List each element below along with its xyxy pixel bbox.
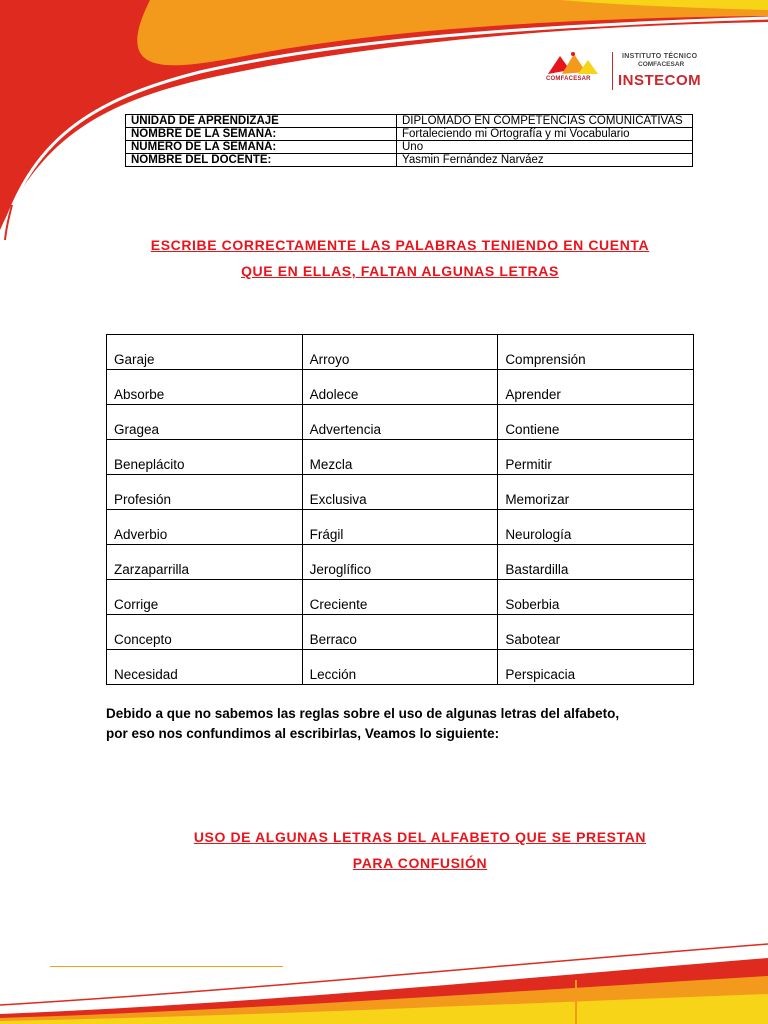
info-label: NOMBRE DEL DOCENTE: bbox=[126, 154, 397, 167]
info-value: Yasmin Fernández Narváez bbox=[397, 154, 693, 167]
comfacesar-logo-mark bbox=[540, 50, 606, 92]
word-cell: Comprensión bbox=[498, 335, 694, 370]
info-label: NOMBRE DE LA SEMANA: bbox=[126, 128, 397, 141]
info-value: DIPLOMADO EN COMPETENCIAS COMUNICATIVAS bbox=[397, 115, 693, 128]
logo-line2: COMFACESAR bbox=[638, 61, 685, 68]
info-row bbox=[126, 128, 693, 141]
word-cell: Neurología bbox=[498, 510, 694, 545]
paragraph-line2: por eso nos confundimos al escribirlas, Veamos lo siguiente: bbox=[106, 726, 500, 741]
info-row bbox=[126, 141, 693, 154]
words-table bbox=[106, 334, 694, 685]
word-cell: Frágil bbox=[302, 510, 498, 545]
word-cell: Absorbe bbox=[107, 370, 303, 405]
instecom-logo bbox=[540, 50, 725, 92]
word-cell: Gragea bbox=[107, 405, 303, 440]
exercise-heading-line2: QUE EN ELLAS, FALTAN ALGUNAS LETRAS bbox=[241, 263, 559, 279]
word-cell: Mezcla bbox=[302, 440, 498, 475]
word-cell: Advertencia bbox=[302, 405, 498, 440]
word-cell: Permitir bbox=[498, 440, 694, 475]
exercise-heading bbox=[60, 232, 740, 284]
word-cell: Concepto bbox=[107, 615, 303, 650]
explanation-paragraph bbox=[106, 704, 706, 744]
bottom-orange-mark bbox=[575, 980, 577, 1024]
word-cell: Adverbio bbox=[107, 510, 303, 545]
logo-brand-small: COMFACESAR bbox=[546, 76, 591, 82]
word-row bbox=[107, 615, 694, 650]
word-row bbox=[107, 475, 694, 510]
exercise-heading-line1: ESCRIBE CORRECTAMENTE LAS PALABRAS TENIENDO EN CUENTA bbox=[150, 237, 650, 253]
footer-line bbox=[50, 966, 283, 967]
section-heading-line1: USO DE ALGUNAS LETRAS DEL ALFABETO QUE SE PRESTAN bbox=[193, 829, 647, 845]
word-row bbox=[107, 650, 694, 685]
word-cell: Garaje bbox=[107, 335, 303, 370]
word-cell: Exclusiva bbox=[302, 475, 498, 510]
word-cell: Creciente bbox=[302, 580, 498, 615]
info-row bbox=[126, 115, 693, 128]
info-table bbox=[125, 114, 693, 167]
logo-instecom: INSTECOM bbox=[618, 72, 702, 89]
word-row bbox=[107, 545, 694, 580]
info-label: NUMERO DE LA SEMANA: bbox=[126, 141, 397, 154]
logo-separator bbox=[612, 52, 613, 90]
word-row bbox=[107, 580, 694, 615]
word-cell: Beneplácito bbox=[107, 440, 303, 475]
section-heading-line2: PARA CONFUSIÓN bbox=[352, 855, 488, 871]
word-cell: Jeroglífico bbox=[302, 545, 498, 580]
word-cell: Adolece bbox=[302, 370, 498, 405]
word-cell: Berraco bbox=[302, 615, 498, 650]
word-row bbox=[107, 405, 694, 440]
word-row bbox=[107, 510, 694, 545]
word-row bbox=[107, 370, 694, 405]
logo-line1: INSTITUTO TÉCNICO bbox=[622, 53, 698, 60]
info-label: UNIDAD DE APRENDIZAJE bbox=[126, 115, 397, 128]
word-cell: Aprender bbox=[498, 370, 694, 405]
word-row bbox=[107, 335, 694, 370]
info-row bbox=[126, 154, 693, 167]
paragraph-line1: Debido a que no sabemos las reglas sobre el uso de algunas letras del alfabeto, bbox=[106, 706, 620, 721]
word-row bbox=[107, 440, 694, 475]
word-cell: Lección bbox=[302, 650, 498, 685]
word-cell: Contiene bbox=[498, 405, 694, 440]
word-cell: Perspicacia bbox=[498, 650, 694, 685]
word-cell: Zarzaparrilla bbox=[107, 545, 303, 580]
info-value: Fortaleciendo mi Ortografía y mi Vocabulario bbox=[397, 128, 693, 141]
word-cell: Sabotear bbox=[498, 615, 694, 650]
word-cell: Memorizar bbox=[498, 475, 694, 510]
word-cell: Corrige bbox=[107, 580, 303, 615]
word-cell: Necesidad bbox=[107, 650, 303, 685]
word-cell: Arroyo bbox=[302, 335, 498, 370]
word-cell: Bastardilla bbox=[498, 545, 694, 580]
word-cell: Profesión bbox=[107, 475, 303, 510]
word-cell: Soberbia bbox=[498, 580, 694, 615]
info-value: Uno bbox=[397, 141, 693, 154]
section-heading bbox=[80, 824, 760, 876]
